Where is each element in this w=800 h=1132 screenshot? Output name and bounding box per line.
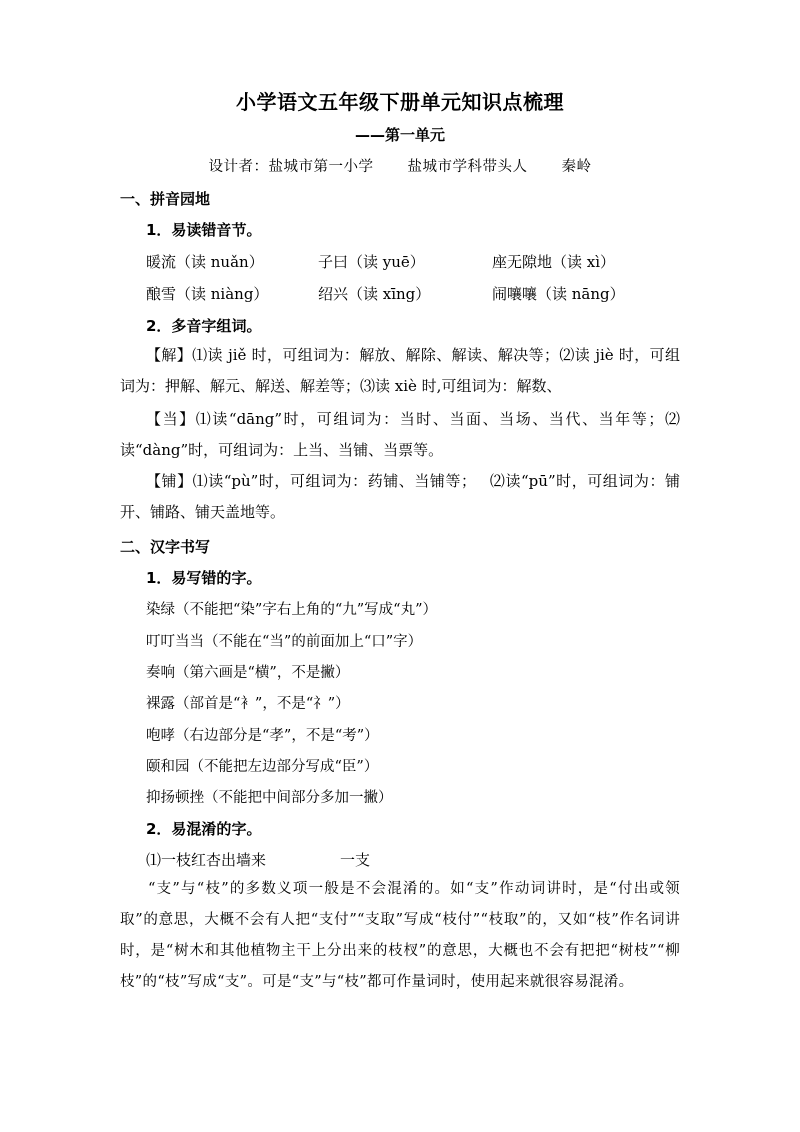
section1-sub2-heading: 2．多音字组词。	[146, 317, 262, 335]
pinyin-item: 闹嚷嚷（读 nāng）	[492, 285, 625, 303]
section1-heading: 一、拼音园地	[120, 190, 211, 208]
writing-item: 叮叮当当（不能在“当”的前面加上“口”字）	[146, 634, 423, 650]
document-title: 小学语文五年级下册单元知识点梳理	[236, 90, 564, 114]
writing-item: 抑扬顿挫（不能把中间部分多加一撇）	[146, 790, 393, 806]
section2-sub2-heading: 2．易混淆的字。	[146, 820, 262, 838]
polyphone-paragraph: 【解】⑴读 jiě 时，可组词为：解放、解除、解读、解决等；⑵读 jiè 时，可组词为：押解、解元、解送、解差等；⑶读 xiè 时,可组词为：解数、	[120, 346, 680, 395]
pinyin-item: 暖流（读 nuǎn）	[146, 253, 264, 271]
designer-line	[0, 155, 800, 176]
designer-role: 盐城市学科带头人	[407, 159, 528, 175]
writing-item: 裸露（部首是“衤”，不是“礻”）	[146, 696, 350, 712]
pinyin-item: 子曰（读 yuē）	[318, 253, 425, 271]
confusing-example-right: 一支	[340, 851, 371, 869]
polyphone-paragraph: 【铺】⑴读“pù”时，可组词为：药铺、当铺等； ⑵读“pū”时，可组词为：铺开、铺路、铺天盖地等。	[120, 472, 680, 521]
section2-sub1-heading: 1．易写错的字。	[146, 569, 262, 587]
pinyin-item: 绍兴（读 xīng）	[318, 285, 431, 303]
polyphone-paragraph: 【当】⑴读“dāng”时，可组词为：当时、当面、当场、当代、当年等；⑵读“dàng”时，可组词为：上当、当铺、当票等。	[120, 410, 680, 459]
writing-item: 咆哮（右边部分是“孝”，不是“考”）	[146, 728, 379, 744]
writing-item: 奏响（第六画是“横”，不是撇）	[146, 665, 350, 681]
designer-label: 设计者：盐城市第一小学	[208, 159, 374, 175]
pinyin-item: 酿雪（读 niàng）	[146, 285, 269, 303]
section2-heading: 二、汉字书写	[120, 538, 211, 556]
section1-sub1-heading: 1．易读错音节。	[146, 221, 262, 239]
writing-item: 颐和园（不能把左边部分写成“臣”）	[146, 759, 379, 775]
confusing-example-left: ⑴一枝红杏出墙来	[146, 851, 267, 869]
pinyin-item: 座无隙地（读 xì）	[492, 253, 616, 271]
confusing-explanation: “支”与“枝”的多数义项一般是不会混淆的。如“支”作动词讲时，是“付出或领取”的意思，大概不会有人把“支付”“支取”写成“枝付”“枝取”的，又如“枝”作名词讲时，是“树木和其他植物主干上分出来的枝杈”的意思，大概也不会有把把“树枝”“柳枝”的“枝”写成“支”。可是“支”与“枝”都可作量词时，使用起来就很容易混淆。	[120, 881, 680, 990]
document-subtitle: ——第一单元	[354, 126, 445, 144]
designer-name: 秦岭	[561, 159, 592, 175]
writing-item: 染绿（不能把“染”字右上角的“九”写成“丸”）	[146, 602, 437, 618]
